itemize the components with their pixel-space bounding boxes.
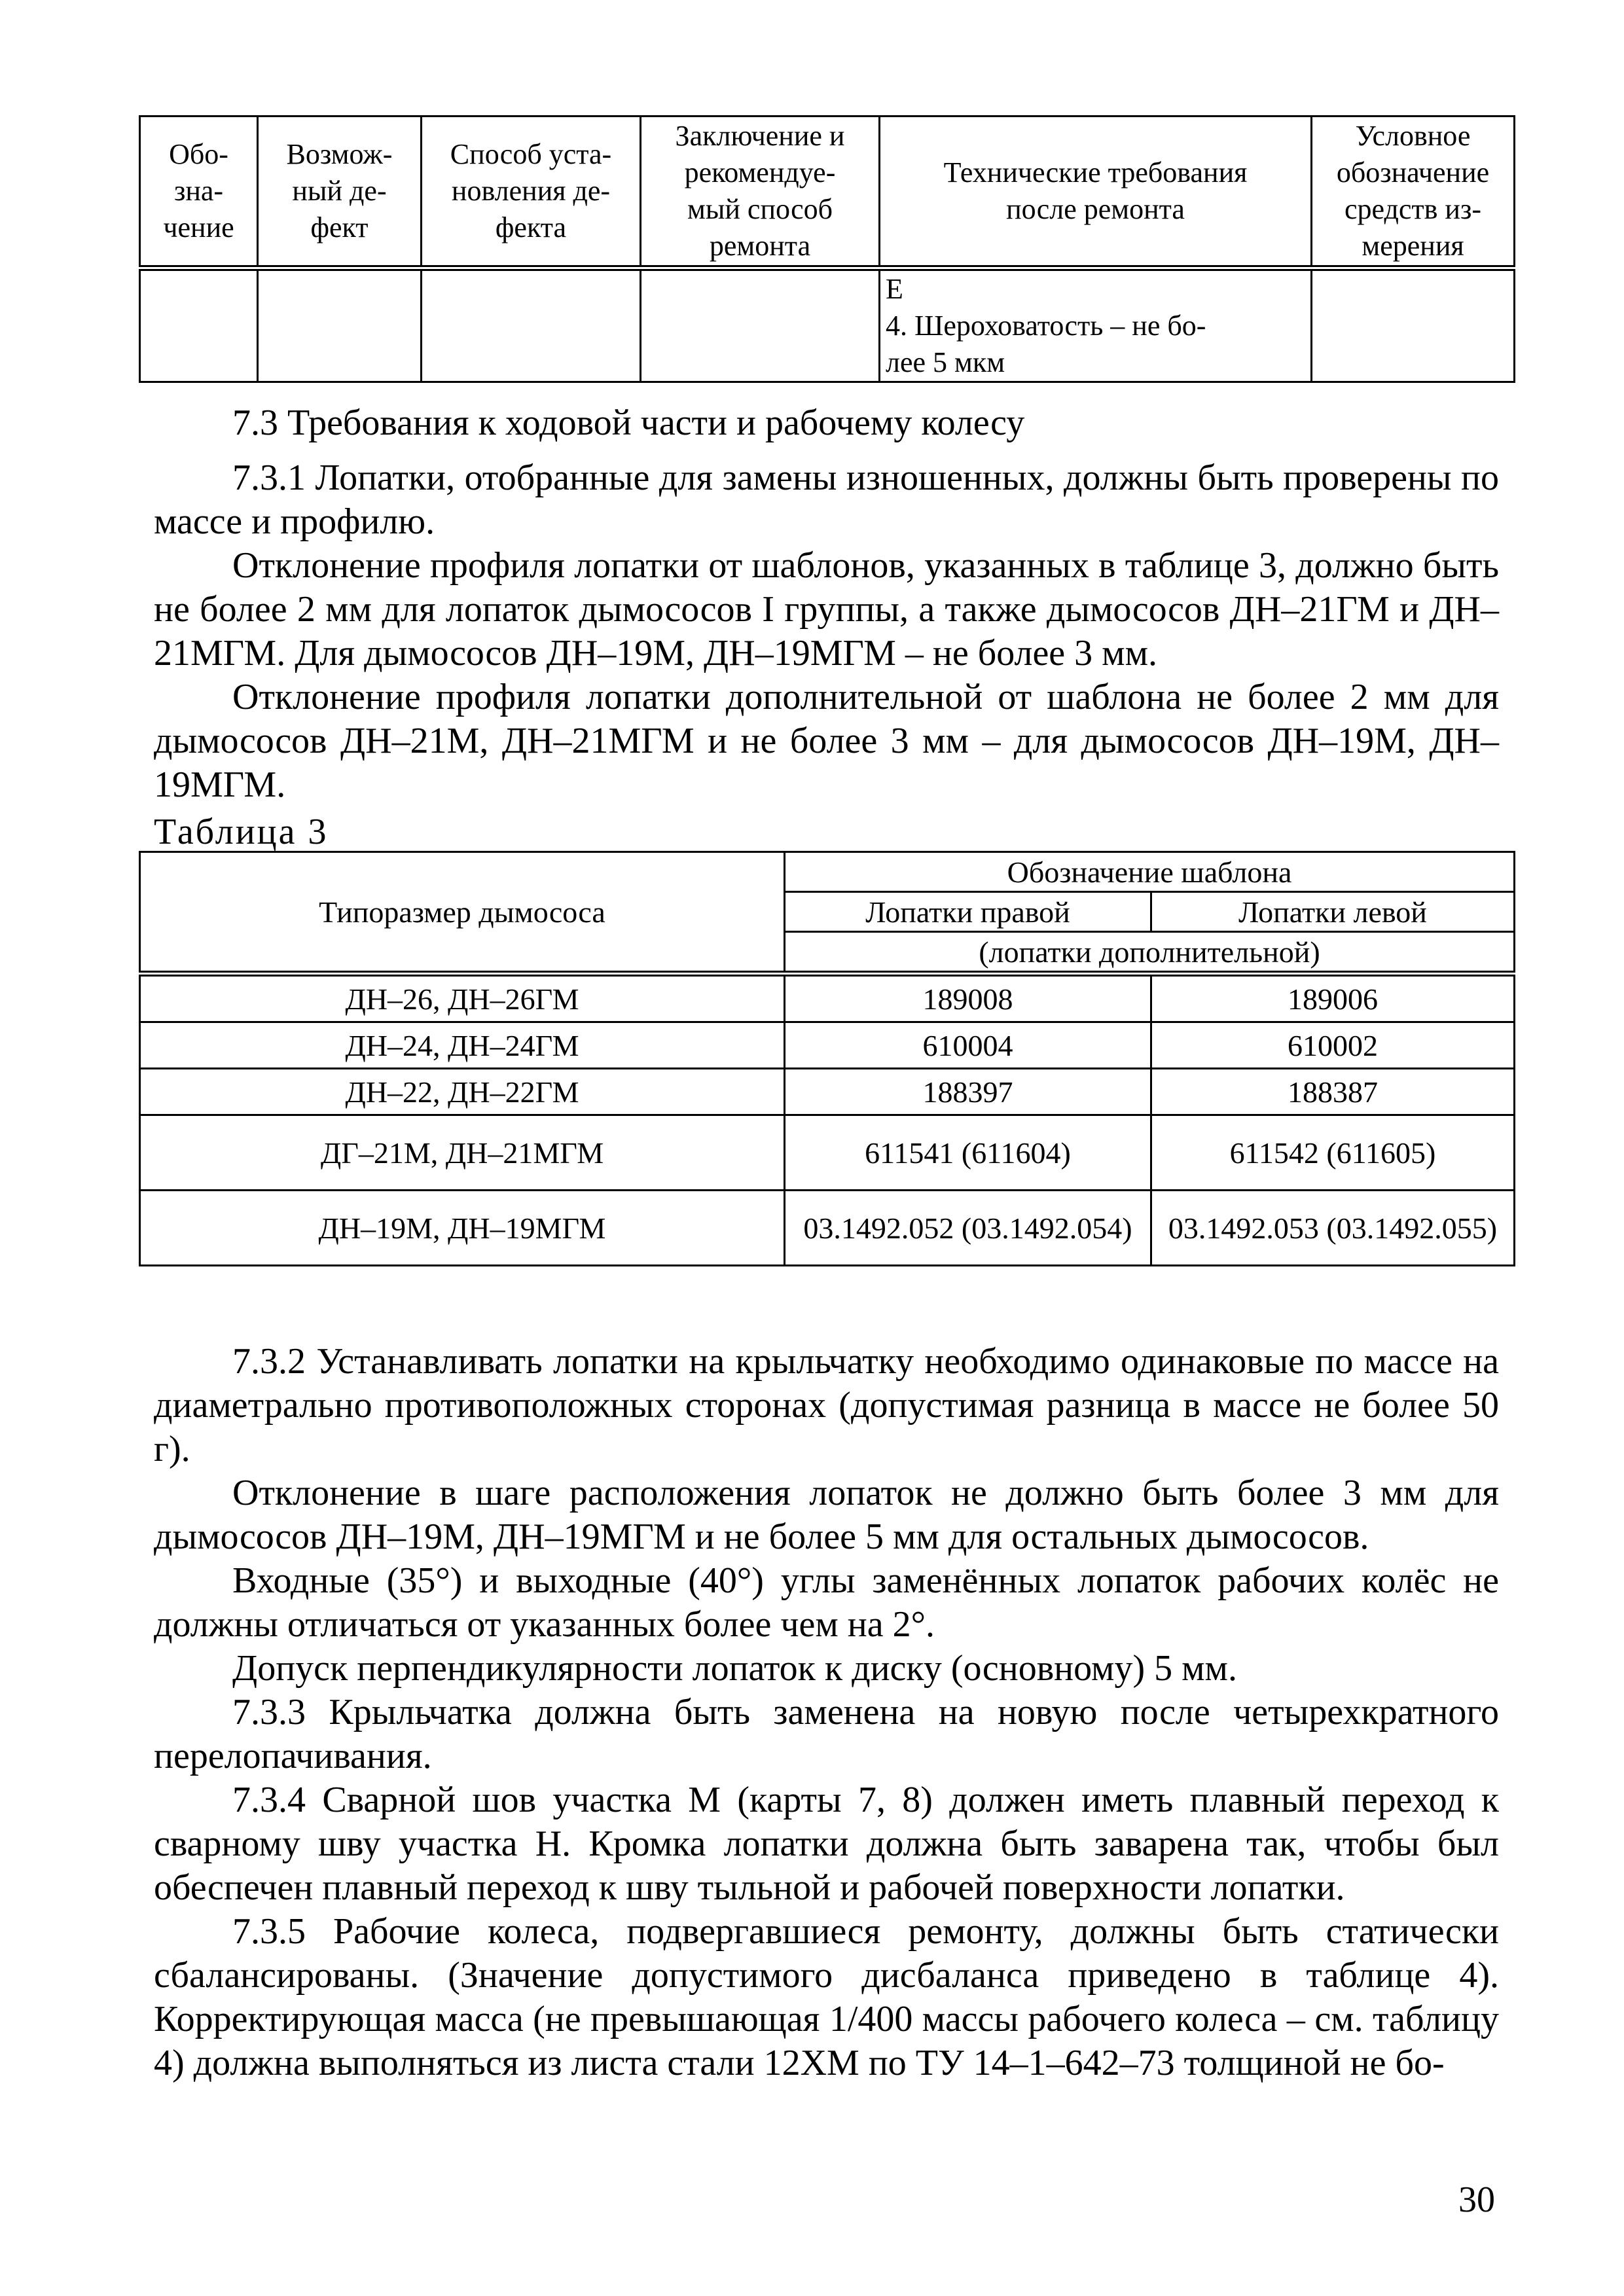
page-number: 30 <box>1458 2179 1495 2220</box>
left-template-cell: 610002 <box>1151 1022 1515 1069</box>
header-tech-requirements: Технические требования после ремонта <box>880 117 1312 268</box>
paragraph-perpendicularity: Допуск перпендикулярности лопаток к диску (основному) 5 мм. <box>232 1648 1237 1689</box>
header-right-blade: Лопатки правой <box>785 892 1151 932</box>
left-template-cell: 03.1492.053 (03.1492.055) <box>1151 1191 1515 1266</box>
table-row <box>140 1115 1515 1191</box>
table-row <box>140 974 1515 1022</box>
right-template-cell: 611541 (611604) <box>785 1115 1151 1191</box>
table-row <box>140 1191 1515 1266</box>
paragraph-7-3-4: 7.3.4 Сварной шов участка М (карты 7, 8) должен иметь плавный переход к сварному шву участка Н. Кромка лопатки должна быть заварена так, чтобы был обеспечен плавный переход к шву тыльной и рабочей поверхности лопатки. <box>154 1780 1499 1908</box>
tech-requirements-cell: Е 4. Шероховатость – не бо- лее 5 мкм <box>880 268 1312 382</box>
section-heading: 7.3 Требования к ходовой части и рабочему колесу <box>232 403 1025 443</box>
right-template-cell: 189008 <box>785 974 1151 1022</box>
template-designation-table <box>139 851 1515 1266</box>
header-fan-type: Типоразмер дымососа <box>140 852 785 974</box>
header-designation: Обо- зна- чение <box>140 117 258 268</box>
header-additional-blade: (лопатки дополнительной) <box>785 932 1515 974</box>
fan-type-cell: ДН–22, ДН–22ГМ <box>140 1069 785 1115</box>
table-cell <box>1312 268 1515 382</box>
left-template-cell: 188387 <box>1151 1069 1515 1115</box>
table-header-row <box>140 852 1515 892</box>
paragraph-additional-blade-deviation: Отклонение профиля лопатки дополнительной от шаблона не более 2 мм для дымососов ДН–21М, ДН–21МГМ и не более 3 мм – для дымососов ДН–19М, ДН–19МГМ. <box>154 677 1499 805</box>
header-measuring-tools: Условное обозначение средств из- мерения <box>1312 117 1515 268</box>
right-template-cell: 610004 <box>785 1022 1151 1069</box>
table-row <box>140 1069 1515 1115</box>
header-defect: Возмож- ный де- фект <box>258 117 422 268</box>
repair-requirements-table <box>139 115 1515 383</box>
left-template-cell: 611542 (611605) <box>1151 1115 1515 1191</box>
header-detection-method: Способ уста- новления де- фекта <box>422 117 641 268</box>
table-header-row <box>140 117 1515 268</box>
table-cell <box>641 268 880 382</box>
header-left-blade: Лопатки левой <box>1151 892 1515 932</box>
header-conclusion: Заключение и рекомендуе- мый способ ремонта <box>641 117 880 268</box>
fan-type-cell: ДН–19М, ДН–19МГМ <box>140 1191 785 1266</box>
table-row <box>140 1022 1515 1069</box>
paragraph-blade-angles: Входные (35°) и выходные (40°) углы заменённых лопаток рабочих колёс не должны отличаться от указанных более чем на 2°. <box>154 1560 1499 1645</box>
paragraph-7-3-1: 7.3.1 Лопатки, отобранные для замены изношенных, должны быть проверены по массе и профилю. <box>154 457 1499 542</box>
paragraph-7-3-5: 7.3.5 Рабочие колеса, подвергавшиеся ремонту, должны быть статически сбалансированы. (Значение допустимого дисбаланса приведено в таблице 4). Корректирующая масса (не превышающая 1/400 массы рабочего колеса – см. таблицу 4) должна выполняться из листа стали 12ХМ по ТУ 14–1–642–73 толщиной не бо- <box>154 1911 1499 2083</box>
fan-type-cell: ДН–26, ДН–26ГМ <box>140 974 785 1022</box>
table-cell <box>140 268 258 382</box>
paragraph-profile-deviation: Отклонение профиля лопатки от шаблонов, указанных в таблице 3, должно быть не более 2 мм для лопаток дымососов I группы, а также дымососов ДН–21ГМ и ДН–21МГМ. Для дымососов ДН–19М, ДН–19МГМ – не более 3 мм. <box>154 545 1499 673</box>
table-row <box>140 268 1515 382</box>
fan-type-cell: ДГ–21М, ДН–21МГМ <box>140 1115 785 1191</box>
left-template-cell: 189006 <box>1151 974 1515 1022</box>
table-cell <box>422 268 641 382</box>
paragraph-7-3-2: 7.3.2 Устанавливать лопатки на крыльчатку необходимо одинаковые по массе на диаметрально противоположных сторонах (допустимая разница в массе не более 50 г). <box>154 1341 1499 1469</box>
right-template-cell: 188397 <box>785 1069 1151 1115</box>
fan-type-cell: ДН–24, ДН–24ГМ <box>140 1022 785 1069</box>
right-template-cell: 03.1492.052 (03.1492.054) <box>785 1191 1151 1266</box>
paragraph-blade-step: Отклонение в шаге расположения лопаток не должно быть более 3 мм для дымососов ДН–19М, ДН–19МГМ и не более 5 мм для остальных дымососов. <box>154 1473 1499 1557</box>
header-template-designation: Обозначение шаблона <box>785 852 1515 892</box>
paragraph-7-3-3: 7.3.3 Крыльчатка должна быть заменена на новую после четырехкратного перелопачивания. <box>154 1692 1499 1776</box>
table-caption: Таблица 3 <box>154 812 329 852</box>
table-cell <box>258 268 422 382</box>
